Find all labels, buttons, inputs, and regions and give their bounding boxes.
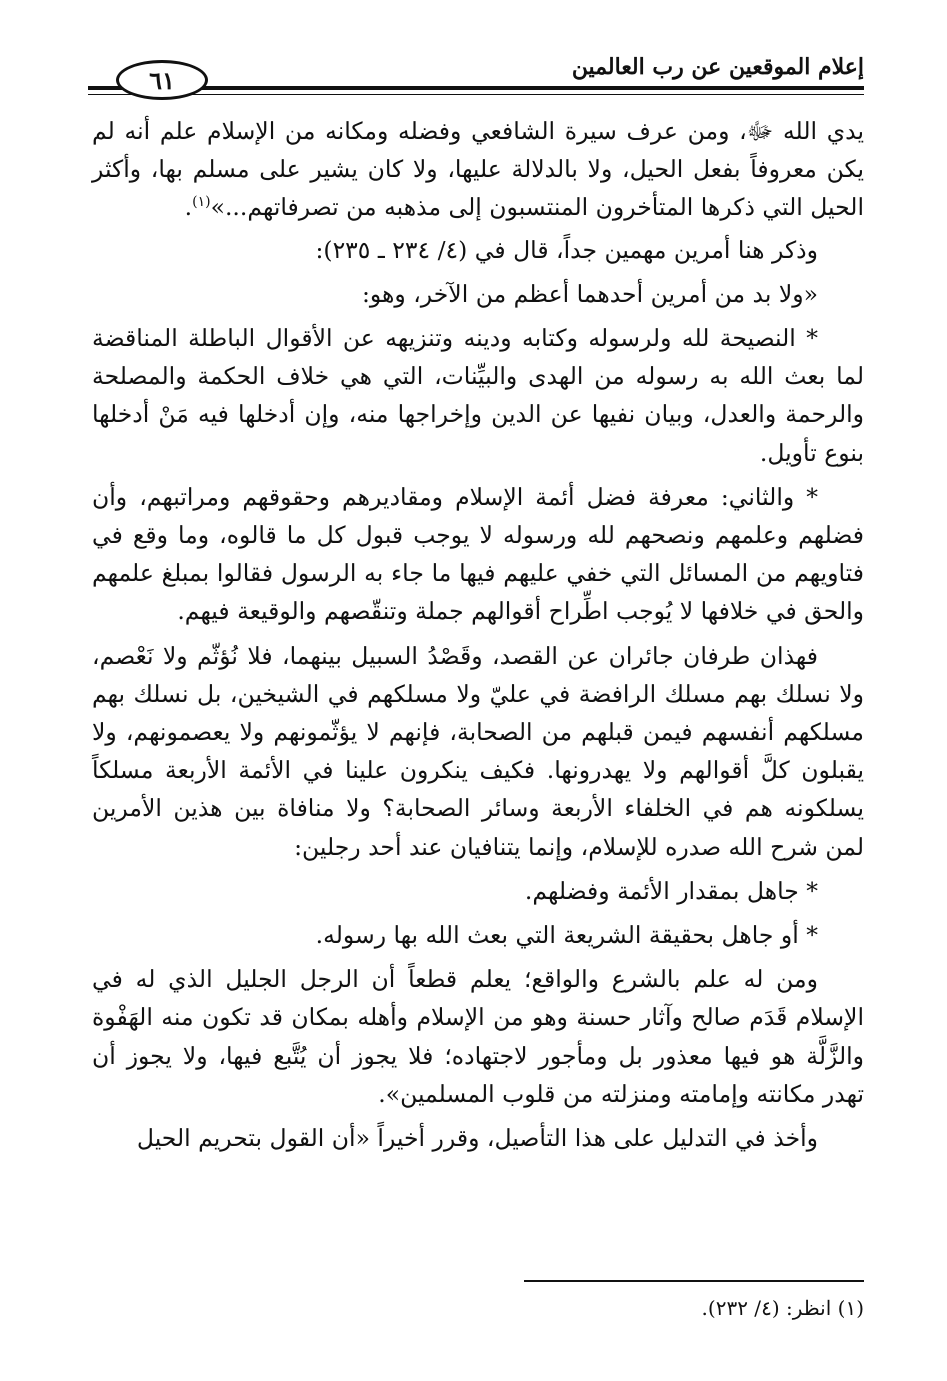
- footnote-rule: [524, 1280, 864, 1282]
- paragraph: ومن له علم بالشرع والواقع؛ يعلم قطعاً أن الرجل الجليل الذي له في الإسلام قَدَم صالح وآثار حسنة وهو من الإسلام وأهله بمكان قد تكون منه الهَفْوة والزَّلَّة هو فيها معذور بل ومأجور لاجتهاده؛ فلا يجوز أن يُتَّبع فيها، ولا يجوز أن تهدر مكانته وإمامته ومنزلته من قلوب المسلمين».: [92, 965, 864, 1108]
- paragraph: يدي الله ﷻ، ومن عرف سيرة الشافعي وفضله ومكانه من الإسلام علم أنه لم يكن معروفاً بفعل الحيل، ولا بالدلالة عليها، ولا كان يشير على مسلم بها، وأكثر الحيل التي ذكرها المتأخرون المنتسبون إلى مذهبه من تصرفاتهم...»$^{(١)}$.: [92, 117, 864, 222]
- book-title: إعلام الموقعين عن رب العالمين: [571, 54, 864, 80]
- running-header: [88, 48, 864, 104]
- paragraph: * أو جاهل بحقيقة الشريعة التي بعث الله بها رسوله.: [315, 921, 818, 950]
- header-rule-thin: [88, 94, 864, 95]
- page-number: ٦١: [116, 60, 208, 100]
- paragraph: * والثاني: معرفة فضل أئمة الإسلام ومقاديرهم وحقوقهم ومراتبهم، وأن فضلهم وعلمهم ونصحهم لله ورسوله لا يوجب قبول كل ما قالوه، وما وقع في فتاويهم من المسائل التي خفي عليهم فيها ما جاء به الرسول فقالوا بمبلغ علمهم والحق في خلافها لا يُوجب اطِّراح أقوالهم جملة وتنقّصهم والوقيعة فيهم.: [92, 482, 864, 626]
- paragraph: «ولا بد من أمرين أحدهما أعظم من الآخر، وهو:: [361, 279, 818, 308]
- main-text: [92, 112, 864, 1163]
- paragraph: فهذان طرفان جائران عن القصد، وقَصْدُ السبيل بينهما، فلا نُؤثّم ولا نَعْصم، ولا نسلك بهم مسلك الرافضة في عليّ ولا مسلكهم في الشيخين، بل نسلك بهم مسلكهم أنفسهم فيمن قبلهم من الصحابة، فإنهم لا يؤثّمونهم ولا يعصمونهم، ولا يقبلون كلَّ أقوالهم ولا يهدرونها. فكيف ينكرون علينا في الأئمة الأربعة مسلكاً يسلكونه هم في الخلفاء الأربعة وسائر الصحابة؟ ولا منافاة بين هذين الأمرين لمن شرح الله صدره للإسلام، وإنما يتنافيان عند أحد رجلين:: [92, 641, 864, 861]
- paragraph: وأخذ في التدليل على هذا التأصيل، وقرر أخيراً «أن القول بتحريم الحيل: [136, 1124, 818, 1153]
- paragraph: وذكر هنا أمرين مهمين جداً، قال في (٤/ ٢٣٤ ـ ٢٣٥):: [315, 235, 818, 264]
- footnote-marker: (١): [192, 194, 211, 211]
- paragraph: * النصيحة لله ولرسوله وكتابه ودينه وتنزيهه عن الأقوال الباطلة المناقضة لما بعث الله به رسوله من الهدى والبيِّنات، التي هي خلاف الحكمة والمصلحة والرحمة والعدل، وبيان نفيها عن الدين وإخراجها منه، وإن أدخلها فيه مَنْ أدخلها بنوع تأويل.: [92, 324, 864, 467]
- paragraph: * جاهل بمقدار الأئمة وفضلهم.: [524, 876, 818, 905]
- footnote: (١) انظر: (٤/ ٢٣٢).: [701, 1296, 864, 1320]
